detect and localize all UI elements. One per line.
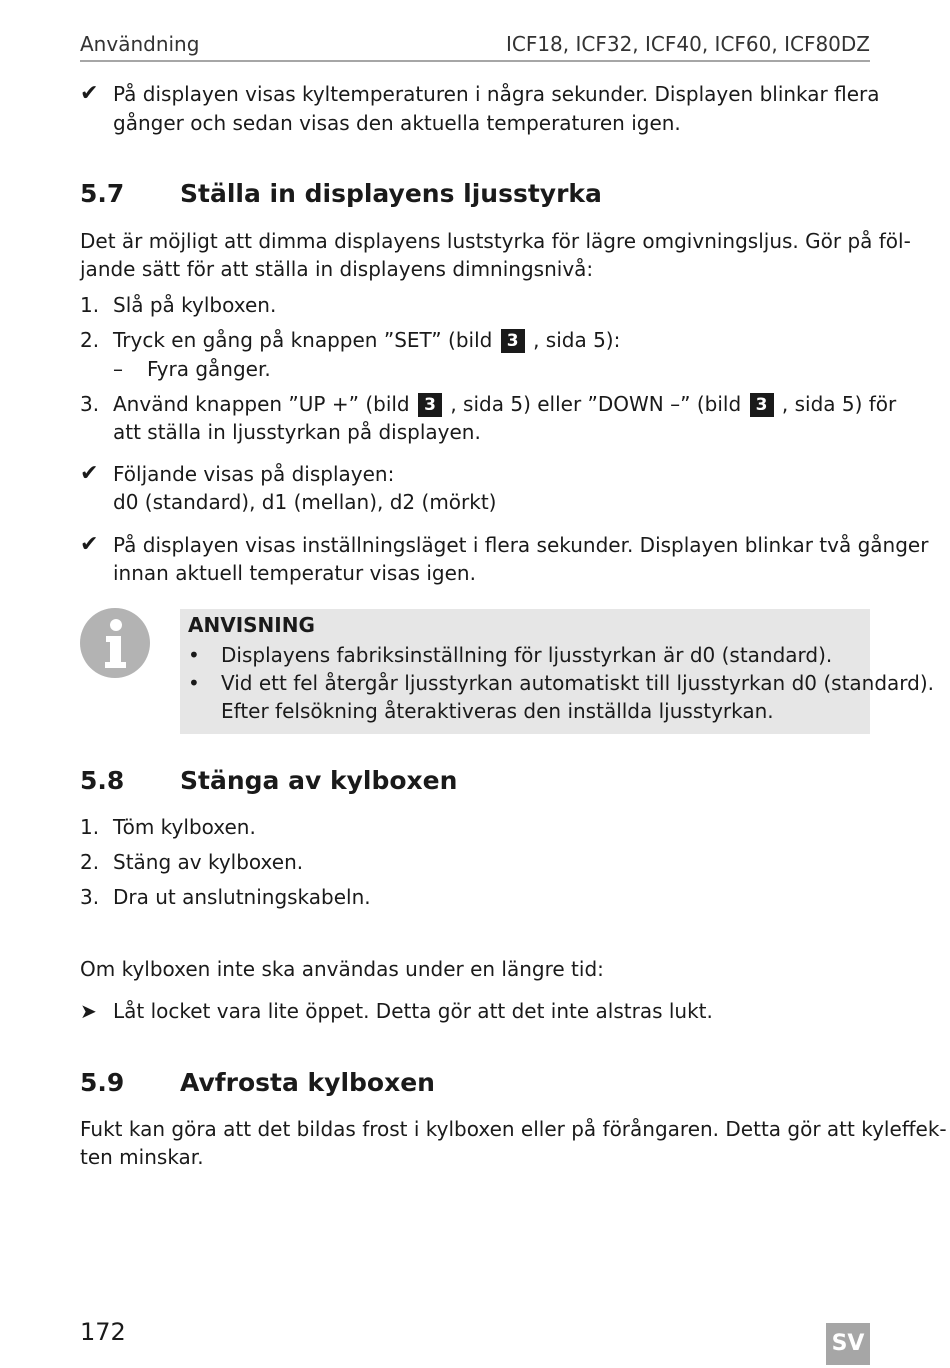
intro-result-line2: gånger och sedan visas den aktuella temperaturen igen. — [113, 111, 681, 135]
note-bullet2-line1: Vid ett fel återgår ljusstyrkan automatiskt till ljusstyrkan d0 (standard). — [221, 671, 935, 695]
s58-step2: Stäng av kylboxen. — [113, 850, 304, 874]
section-5-7-title: Ställa in displayens ljusstyrka — [180, 179, 602, 208]
bullet-icon: • — [188, 671, 200, 695]
intro-result-line1: På displayen visas kyltemperaturen i några sekunder. Displayen blinkar flera — [113, 82, 880, 106]
info-icon — [80, 608, 150, 678]
s59-para-line1: Fukt kan göra att det bildas frost i kylboxen eller på förångaren. Detta gör att kyleffek- — [80, 1117, 947, 1141]
s57-step3-number: 3. — [80, 392, 100, 416]
header-section: Användning — [80, 32, 200, 56]
check-icon: ✔ — [80, 532, 99, 557]
section-5-8-title: Stänga av kylboxen — [180, 766, 458, 795]
check-icon: ✔ — [80, 81, 99, 106]
note-bullet1: Displayens fabriksinställning för ljusstyrkan är d0 (standard). — [221, 643, 833, 667]
s57-step2-text-b: , sida 5): — [533, 328, 621, 352]
s58-para: Om kylboxen inte ska användas under en längre tid: — [80, 957, 604, 981]
s57-step2 — [113, 326, 620, 354]
language-tab: SV — [826, 1323, 870, 1365]
page-header — [80, 30, 870, 62]
s57-step3-line2: att ställa in ljusstyrkan på displayen. — [113, 420, 481, 444]
s57-step2-text-a: Tryck en gång på knappen ”SET” (bild — [113, 328, 493, 352]
bullet-icon: • — [188, 643, 200, 667]
s57-para-line2: jande sätt för att ställa in displayens dimningsnivå: — [80, 257, 594, 281]
note-box — [180, 609, 935, 734]
s58-step3: Dra ut anslutningskabeln. — [113, 885, 371, 909]
s57-result1-line2: d0 (standard), d1 (mellan), d2 (mörkt) — [113, 490, 497, 514]
s57-step3-text-c: , sida 5) för — [781, 392, 897, 416]
s57-step1: Slå på kylboxen. — [113, 293, 277, 317]
arrow-icon: ➤ — [80, 999, 97, 1023]
section-5-7-number: 5.7 — [80, 179, 125, 208]
page-number: 172 — [80, 1318, 126, 1346]
s58-step3-number: 3. — [80, 885, 100, 909]
sub-dash: – — [113, 357, 123, 381]
s57-step1-number: 1. — [80, 293, 100, 317]
figure-badge: 3 — [501, 329, 525, 353]
section-5-9-number: 5.9 — [80, 1068, 125, 1097]
s57-step3-text-b: , sida 5) eller ”DOWN –” (bild — [450, 392, 742, 416]
figure-badge: 3 — [418, 393, 442, 417]
s57-substep: Fyra gånger. — [147, 357, 271, 381]
section-5-9-title: Avfrosta kylboxen — [180, 1068, 435, 1097]
figure-badge: 3 — [750, 393, 774, 417]
s59-para-line2: ten minskar. — [80, 1145, 204, 1169]
s58-step2-number: 2. — [80, 850, 100, 874]
s58-action: Låt locket vara lite öppet. Detta gör att det inte alstras lukt. — [113, 999, 713, 1023]
s57-step3 — [113, 390, 896, 418]
s57-result1-line1: Följande visas på displayen: — [113, 462, 395, 486]
s57-result2-line1: På displayen visas inställningsläget i flera sekunder. Displayen blinkar två gånger — [113, 533, 929, 557]
s57-para-line1: Det är möjligt att dimma displayens luststyrka för lägre omgivningsljus. Gör på föl- — [80, 229, 911, 253]
s57-step2-number: 2. — [80, 328, 100, 352]
s58-step1-number: 1. — [80, 815, 100, 839]
check-icon: ✔ — [80, 461, 99, 486]
note-title: ANVISNING — [188, 613, 315, 637]
s57-result2-line2: innan aktuell temperatur visas igen. — [113, 561, 476, 585]
note-bullet2-line2: Efter felsökning återaktiveras den inställda ljusstyrkan. — [221, 699, 774, 723]
s57-step3-text-a: Använd knappen ”UP +” (bild — [113, 392, 410, 416]
s58-step1: Töm kylboxen. — [113, 815, 256, 839]
header-models: ICF18, ICF32, ICF40, ICF60, ICF80DZ — [505, 32, 870, 56]
section-5-8-number: 5.8 — [80, 766, 125, 795]
